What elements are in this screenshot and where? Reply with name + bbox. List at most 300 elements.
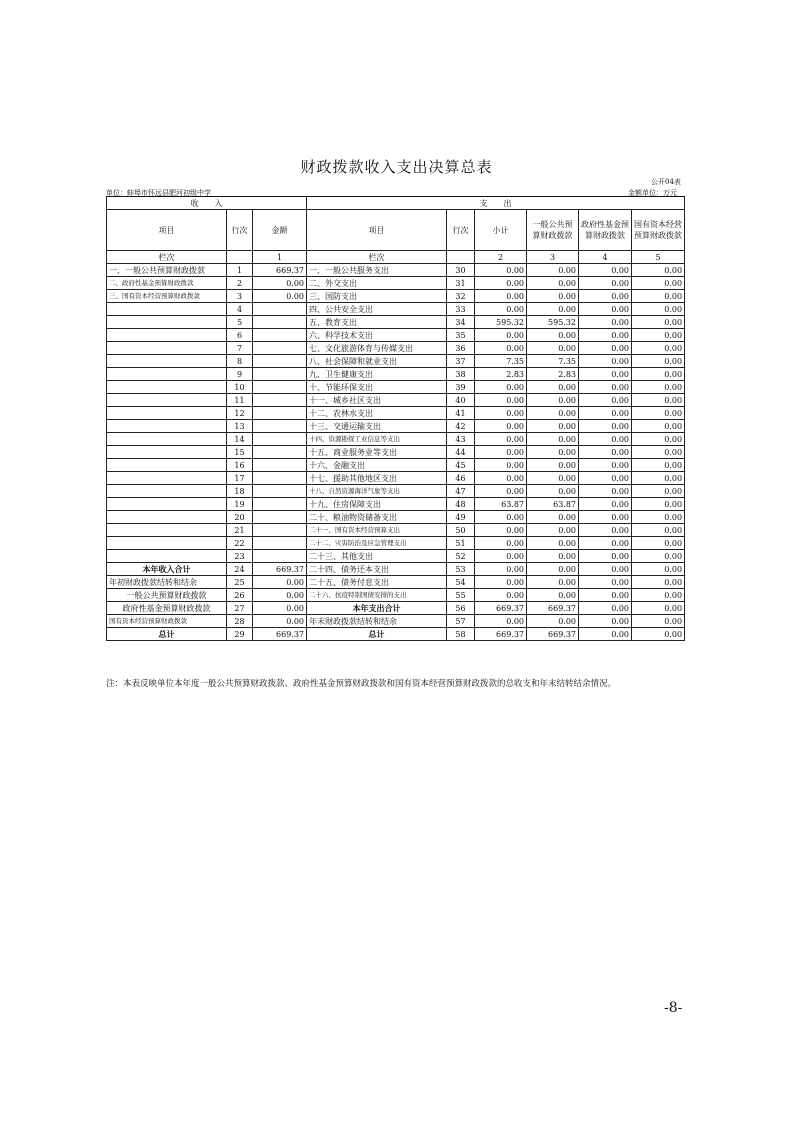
- expense-fund: 0.00: [579, 368, 632, 381]
- income-item: [107, 485, 227, 498]
- expense-subtotal: 2.83: [475, 368, 527, 381]
- expense-capital: 0.00: [632, 433, 685, 446]
- col-header-capital: 国有资本经营预算财政拨款: [632, 210, 685, 251]
- income-amount: [253, 381, 307, 394]
- income-item: [107, 368, 227, 381]
- expense-capital: 0.00: [632, 550, 685, 563]
- expense-general: 0.00: [527, 459, 579, 472]
- expense-general: 63.87: [527, 498, 579, 511]
- expense-item: 十七、援助其他地区支出: [307, 472, 447, 485]
- expense-capital: 0.00: [632, 407, 685, 420]
- expense-subtotal: 0.00: [475, 537, 527, 550]
- income-item: [107, 355, 227, 368]
- expense-subtotal: 0.00: [475, 485, 527, 498]
- expense-row-no: 44: [447, 446, 475, 459]
- expense-fund: 0.00: [579, 589, 632, 602]
- col-header-amount: 金额: [253, 210, 307, 251]
- expense-item: 二、外交支出: [307, 277, 447, 290]
- expense-fund: 0.00: [579, 355, 632, 368]
- income-item: [107, 420, 227, 433]
- income-item: [107, 550, 227, 563]
- income-amount: 669.37: [253, 264, 307, 277]
- expense-subtotal: 7.35: [475, 355, 527, 368]
- expense-general: 0.00: [527, 615, 579, 628]
- expense-row-no: 43: [447, 433, 475, 446]
- expense-row-no: 56: [447, 602, 475, 615]
- income-row-no: 9: [227, 368, 253, 381]
- expense-subtotal: 0.00: [475, 329, 527, 342]
- income-item: 国有资本经营预算财政拨款: [107, 615, 227, 628]
- income-row-no: 11: [227, 394, 253, 407]
- income-row-no: 24: [227, 563, 253, 576]
- expense-general: 0.00: [527, 511, 579, 524]
- table-row: [107, 290, 685, 303]
- table-row: [107, 472, 685, 485]
- expense-fund: 0.00: [579, 563, 632, 576]
- income-amount: [253, 394, 307, 407]
- expense-subtotal: 0.00: [475, 394, 527, 407]
- income-amount: [253, 511, 307, 524]
- expense-item: 总计: [307, 628, 447, 641]
- income-amount: 669.37: [253, 628, 307, 641]
- table-row: [107, 498, 685, 511]
- table-row: [107, 589, 685, 602]
- expense-general: 0.00: [527, 342, 579, 355]
- index-c2: 2: [475, 251, 527, 264]
- expense-fund: 0.00: [579, 550, 632, 563]
- expense-capital: 0.00: [632, 303, 685, 316]
- expense-general: 0.00: [527, 472, 579, 485]
- expense-subtotal: 0.00: [475, 407, 527, 420]
- income-item: [107, 498, 227, 511]
- expense-row-no: 58: [447, 628, 475, 641]
- income-amount: [253, 446, 307, 459]
- expense-row-no: 57: [447, 615, 475, 628]
- income-row-no: 26: [227, 589, 253, 602]
- income-amount: [253, 342, 307, 355]
- table-row: [107, 329, 685, 342]
- income-row-no: 20: [227, 511, 253, 524]
- expense-fund: 0.00: [579, 420, 632, 433]
- expense-general: 0.00: [527, 407, 579, 420]
- expense-general: 0.00: [527, 563, 579, 576]
- index-c3: 3: [527, 251, 579, 264]
- expense-row-no: 33: [447, 303, 475, 316]
- income-row-no: 27: [227, 602, 253, 615]
- col-header-item: 项目: [107, 210, 227, 251]
- expense-fund: 0.00: [579, 329, 632, 342]
- expense-row-no: 45: [447, 459, 475, 472]
- income-row-no: 15: [227, 446, 253, 459]
- expense-general: 0.00: [527, 589, 579, 602]
- expense-subtotal: 0.00: [475, 381, 527, 394]
- expense-fund: 0.00: [579, 537, 632, 550]
- expense-capital: 0.00: [632, 511, 685, 524]
- income-amount: [253, 498, 307, 511]
- expense-capital: 0.00: [632, 394, 685, 407]
- income-item: 年初财政拨款结转和结余: [107, 576, 227, 589]
- expense-fund: 0.00: [579, 290, 632, 303]
- expense-fund: 0.00: [579, 433, 632, 446]
- income-amount: [253, 459, 307, 472]
- expense-capital: 0.00: [632, 342, 685, 355]
- income-amount: 0.00: [253, 576, 307, 589]
- income-amount: [253, 329, 307, 342]
- income-row-no: 21: [227, 524, 253, 537]
- expense-capital: 0.00: [632, 446, 685, 459]
- expense-general: 0.00: [527, 485, 579, 498]
- table-row: [107, 433, 685, 446]
- expense-capital: 0.00: [632, 459, 685, 472]
- expense-item: 十九、住房保障支出: [307, 498, 447, 511]
- expense-item: 八、社会保障和就业支出: [307, 355, 447, 368]
- table-row: [107, 420, 685, 433]
- income-item: 二、政府性基金预算财政拨款: [107, 277, 227, 290]
- expense-general: 669.37: [527, 628, 579, 641]
- expense-row-no: 31: [447, 277, 475, 290]
- expense-row-no: 41: [447, 407, 475, 420]
- expense-capital: 0.00: [632, 576, 685, 589]
- expense-subtotal: 0.00: [475, 511, 527, 524]
- expense-row-no: 37: [447, 355, 475, 368]
- expense-capital: 0.00: [632, 615, 685, 628]
- expense-capital: 0.00: [632, 563, 685, 576]
- income-row-no: 8: [227, 355, 253, 368]
- expense-row-no: 48: [447, 498, 475, 511]
- expense-subtotal: 0.00: [475, 277, 527, 290]
- expense-general: 0.00: [527, 381, 579, 394]
- expense-item: 九、卫生健康支出: [307, 368, 447, 381]
- table-row: [107, 537, 685, 550]
- section-header-row: [107, 197, 685, 210]
- expense-fund: 0.00: [579, 511, 632, 524]
- expense-general: 0.00: [527, 550, 579, 563]
- expense-subtotal: 0.00: [475, 446, 527, 459]
- income-amount: [253, 524, 307, 537]
- finance-table: [106, 196, 685, 641]
- expense-row-no: 40: [447, 394, 475, 407]
- table-row: [107, 381, 685, 394]
- table-row: [107, 485, 685, 498]
- expense-capital: 0.00: [632, 524, 685, 537]
- income-row-no: 17: [227, 472, 253, 485]
- income-row-no: 6: [227, 329, 253, 342]
- expense-item: 十一、城乡社区支出: [307, 394, 447, 407]
- expense-item: 二十四、债务还本支出: [307, 563, 447, 576]
- income-amount: [253, 420, 307, 433]
- expense-item: 十六、金融支出: [307, 459, 447, 472]
- expense-subtotal: 669.37: [475, 628, 527, 641]
- index-empty: [227, 251, 253, 264]
- income-amount: 0.00: [253, 589, 307, 602]
- expense-general: 0.00: [527, 277, 579, 290]
- expense-subtotal: 0.00: [475, 342, 527, 355]
- expense-subtotal: 0.00: [475, 524, 527, 537]
- income-row-no: 23: [227, 550, 253, 563]
- income-amount: [253, 368, 307, 381]
- expense-general: 669.37: [527, 602, 579, 615]
- income-row-no: 4: [227, 303, 253, 316]
- expense-item: 十四、资源勘探工业信息等支出: [307, 433, 447, 446]
- table-row: [107, 576, 685, 589]
- expense-capital: 0.00: [632, 628, 685, 641]
- income-item: [107, 342, 227, 355]
- income-row-no: 3: [227, 290, 253, 303]
- table-row: [107, 628, 685, 641]
- expense-item: 本年支出合计: [307, 602, 447, 615]
- expense-row-no: 42: [447, 420, 475, 433]
- expense-row-no: 36: [447, 342, 475, 355]
- table-row: [107, 615, 685, 628]
- col-header-exp-row-no: 行次: [447, 210, 475, 251]
- table-row: [107, 446, 685, 459]
- table-row: [107, 264, 685, 277]
- expense-item: 十五、商业服务业等支出: [307, 446, 447, 459]
- expense-general: 0.00: [527, 433, 579, 446]
- expense-capital: 0.00: [632, 355, 685, 368]
- expense-fund: 0.00: [579, 277, 632, 290]
- income-amount: 0.00: [253, 277, 307, 290]
- unit-label: 单位：蚌埠市怀远县肥河初级中学: [106, 189, 211, 197]
- expense-row-no: 47: [447, 485, 475, 498]
- expense-subtotal: 0.00: [475, 589, 527, 602]
- col-header-exp-item: 项目: [307, 210, 447, 251]
- table-row: [107, 394, 685, 407]
- income-row-no: 16: [227, 459, 253, 472]
- index-exp-label: 栏次: [307, 251, 447, 264]
- income-amount: 669.37: [253, 563, 307, 576]
- expense-item: 四、公共安全支出: [307, 303, 447, 316]
- expense-general: 0.00: [527, 329, 579, 342]
- income-item: 总计: [107, 628, 227, 641]
- expense-row-no: 50: [447, 524, 475, 537]
- expense-row-no: 38: [447, 368, 475, 381]
- income-amount: [253, 550, 307, 563]
- expense-item: 五、教育支出: [307, 316, 447, 329]
- expense-subtotal: 0.00: [475, 472, 527, 485]
- income-row-no: 10: [227, 381, 253, 394]
- expense-row-no: 32: [447, 290, 475, 303]
- expense-subtotal: 669.37: [475, 602, 527, 615]
- expense-fund: 0.00: [579, 485, 632, 498]
- table-code: 公开04表: [651, 178, 681, 186]
- expense-fund: 0.00: [579, 628, 632, 641]
- amount-unit: 金额单位：万元: [628, 189, 677, 197]
- income-row-no: 12: [227, 407, 253, 420]
- expense-subtotal: 0.00: [475, 264, 527, 277]
- table-row: [107, 563, 685, 576]
- income-row-no: 7: [227, 342, 253, 355]
- table-row: [107, 355, 685, 368]
- income-item: [107, 381, 227, 394]
- expense-fund: 0.00: [579, 615, 632, 628]
- income-section-header: 收 入: [107, 197, 307, 210]
- expense-fund: 0.00: [579, 446, 632, 459]
- expense-capital: 0.00: [632, 537, 685, 550]
- table-row: [107, 550, 685, 563]
- table-row: [107, 303, 685, 316]
- col-header-subtotal: 小计: [475, 210, 527, 251]
- expense-item: 七、文化旅游体育与传媒支出: [307, 342, 447, 355]
- index-c4: 4: [579, 251, 632, 264]
- income-item: 一、一般公共预算财政拨款: [107, 264, 227, 277]
- expense-subtotal: 0.00: [475, 550, 527, 563]
- income-item: [107, 329, 227, 342]
- income-item: [107, 446, 227, 459]
- expense-fund: 0.00: [579, 381, 632, 394]
- col-header-row-no: 行次: [227, 210, 253, 251]
- expense-subtotal: 0.00: [475, 615, 527, 628]
- expense-fund: 0.00: [579, 602, 632, 615]
- table-row: [107, 316, 685, 329]
- income-item: [107, 459, 227, 472]
- income-amount: 0.00: [253, 615, 307, 628]
- index-empty-2: [447, 251, 475, 264]
- income-item: [107, 524, 227, 537]
- income-row-no: 29: [227, 628, 253, 641]
- income-item: [107, 511, 227, 524]
- expense-row-no: 34: [447, 316, 475, 329]
- expense-fund: 0.00: [579, 342, 632, 355]
- expense-capital: 0.00: [632, 329, 685, 342]
- expense-row-no: 30: [447, 264, 475, 277]
- expense-item: 十二、农林水支出: [307, 407, 447, 420]
- expense-subtotal: 0.00: [475, 290, 527, 303]
- expense-item: 十、节能环保支出: [307, 381, 447, 394]
- income-row-no: 5: [227, 316, 253, 329]
- table-row: [107, 602, 685, 615]
- expense-section-header: 支 出: [307, 197, 685, 210]
- income-item: [107, 537, 227, 550]
- income-amount: [253, 433, 307, 446]
- expense-fund: 0.00: [579, 394, 632, 407]
- income-row-no: 28: [227, 615, 253, 628]
- expense-row-no: 39: [447, 381, 475, 394]
- expense-general: 0.00: [527, 303, 579, 316]
- table-row: [107, 459, 685, 472]
- income-item: [107, 316, 227, 329]
- expense-item: 二十一、国有资本经营预算支出: [307, 524, 447, 537]
- expense-item: 二十五、债务付息支出: [307, 576, 447, 589]
- expense-capital: 0.00: [632, 316, 685, 329]
- income-row-no: 22: [227, 537, 253, 550]
- income-amount: [253, 472, 307, 485]
- col-header-general: 一般公共预算财政拨款: [527, 210, 579, 251]
- table-row: [107, 342, 685, 355]
- income-amount: [253, 407, 307, 420]
- expense-general: 7.35: [527, 355, 579, 368]
- income-row-no: 14: [227, 433, 253, 446]
- income-item: [107, 472, 227, 485]
- income-amount: [253, 316, 307, 329]
- table-row: [107, 511, 685, 524]
- income-item: 政府性基金预算财政拨款: [107, 602, 227, 615]
- expense-fund: 0.00: [579, 498, 632, 511]
- expense-general: 0.00: [527, 537, 579, 550]
- income-amount: [253, 485, 307, 498]
- expense-row-no: 54: [447, 576, 475, 589]
- table-row: [107, 524, 685, 537]
- expense-general: 2.83: [527, 368, 579, 381]
- income-row-no: 25: [227, 576, 253, 589]
- income-amount: 0.00: [253, 602, 307, 615]
- expense-row-no: 51: [447, 537, 475, 550]
- expense-fund: 0.00: [579, 316, 632, 329]
- expense-row-no: 46: [447, 472, 475, 485]
- expense-subtotal: 0.00: [475, 459, 527, 472]
- expense-general: 0.00: [527, 420, 579, 433]
- expense-capital: 0.00: [632, 264, 685, 277]
- expense-general: 0.00: [527, 394, 579, 407]
- expense-fund: 0.00: [579, 459, 632, 472]
- col-header-fund: 政府性基金预算财政拨款: [579, 210, 632, 251]
- expense-capital: 0.00: [632, 277, 685, 290]
- table-row: [107, 407, 685, 420]
- expense-capital: 0.00: [632, 381, 685, 394]
- index-c5: 5: [632, 251, 685, 264]
- expense-item: 六、科学技术支出: [307, 329, 447, 342]
- income-row-no: 19: [227, 498, 253, 511]
- income-item: 三、国有资本经营预算财政拨款: [107, 290, 227, 303]
- expense-general: 0.00: [527, 264, 579, 277]
- expense-item: 二十三、其他支出: [307, 550, 447, 563]
- column-header-row: [107, 210, 685, 251]
- expense-capital: 0.00: [632, 368, 685, 381]
- page-title: 财政拨款收入支出决算总表: [300, 158, 493, 176]
- income-amount: [253, 303, 307, 316]
- footnote: 注：本表反映单位本年度一般公共预算财政拨款、政府性基金预算财政拨款和国有资本经营预算财政拨款的总收支和年末结转结余情况。: [106, 679, 617, 689]
- index-row: [107, 251, 685, 264]
- expense-general: 595.32: [527, 316, 579, 329]
- expense-subtotal: 63.87: [475, 498, 527, 511]
- page-number: -8-: [664, 1000, 683, 1016]
- expense-subtotal: 0.00: [475, 576, 527, 589]
- income-item: 一般公共预算财政拨款: [107, 589, 227, 602]
- income-amount: [253, 537, 307, 550]
- table-row: [107, 368, 685, 381]
- income-row-no: 1: [227, 264, 253, 277]
- income-item: [107, 303, 227, 316]
- expense-general: 0.00: [527, 446, 579, 459]
- expense-row-no: 52: [447, 550, 475, 563]
- expense-subtotal: 0.00: [475, 563, 527, 576]
- expense-capital: 0.00: [632, 420, 685, 433]
- expense-item: 二十、粮油物资储备支出: [307, 511, 447, 524]
- expense-capital: 0.00: [632, 485, 685, 498]
- expense-fund: 0.00: [579, 524, 632, 537]
- income-amount: 0.00: [253, 290, 307, 303]
- expense-subtotal: 0.00: [475, 433, 527, 446]
- expense-subtotal: 0.00: [475, 303, 527, 316]
- expense-item: 三、国防支出: [307, 290, 447, 303]
- income-item: [107, 433, 227, 446]
- expense-general: 0.00: [527, 524, 579, 537]
- expense-item: 二十二、灾害防治及应急管理支出: [307, 537, 447, 550]
- expense-subtotal: 0.00: [475, 420, 527, 433]
- expense-general: 0.00: [527, 576, 579, 589]
- expense-subtotal: 595.32: [475, 316, 527, 329]
- expense-fund: 0.00: [579, 264, 632, 277]
- expense-fund: 0.00: [579, 472, 632, 485]
- expense-row-no: 53: [447, 563, 475, 576]
- expense-item: 十三、交通运输支出: [307, 420, 447, 433]
- expense-item: 二十六、抗疫特别国债安排的支出: [307, 589, 447, 602]
- expense-general: 0.00: [527, 290, 579, 303]
- expense-fund: 0.00: [579, 407, 632, 420]
- expense-fund: 0.00: [579, 303, 632, 316]
- income-row-no: 2: [227, 277, 253, 290]
- expense-capital: 0.00: [632, 290, 685, 303]
